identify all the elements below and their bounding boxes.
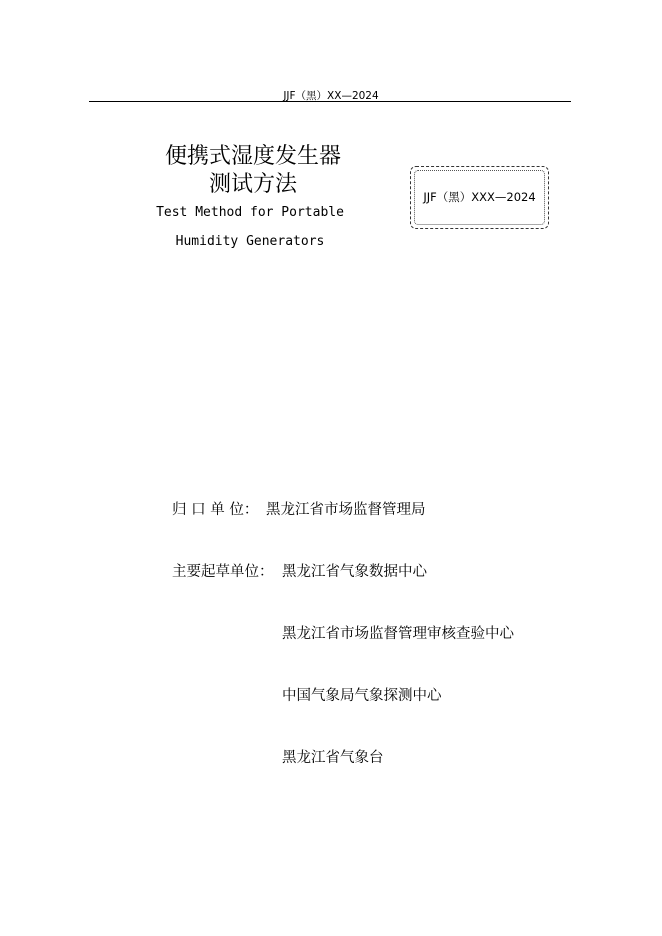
- stamp-code-text: JJF（黑）XXX—2024: [423, 190, 536, 204]
- standard-code-stamp-box: [410, 166, 549, 229]
- title-english-line-1: Test Method for Portable: [156, 205, 344, 220]
- page-header-code: JJF（黑）XX—2024: [283, 90, 379, 102]
- management-unit-label: 归 口 单 位：: [172, 502, 259, 518]
- drafting-unit-3: 中国气象局气象探测中心: [282, 688, 442, 704]
- title-chinese-line-2: 测试方法: [208, 172, 297, 197]
- drafting-unit-2: 黑龙江省市场监督管理审核查验中心: [282, 626, 514, 642]
- management-unit-value: 黑龙江省市场监督管理局: [266, 502, 426, 518]
- drafting-unit-4: 黑龙江省气象台: [282, 750, 384, 766]
- title-chinese-line-1: 便携式湿度发生器: [164, 144, 341, 169]
- drafting-unit-1: 黑龙江省气象数据中心: [282, 564, 427, 580]
- title-english-line-2: Humidity Generators: [175, 234, 325, 249]
- drafting-unit-label: 主要起草单位：: [172, 564, 274, 580]
- header-rule: [89, 101, 571, 102]
